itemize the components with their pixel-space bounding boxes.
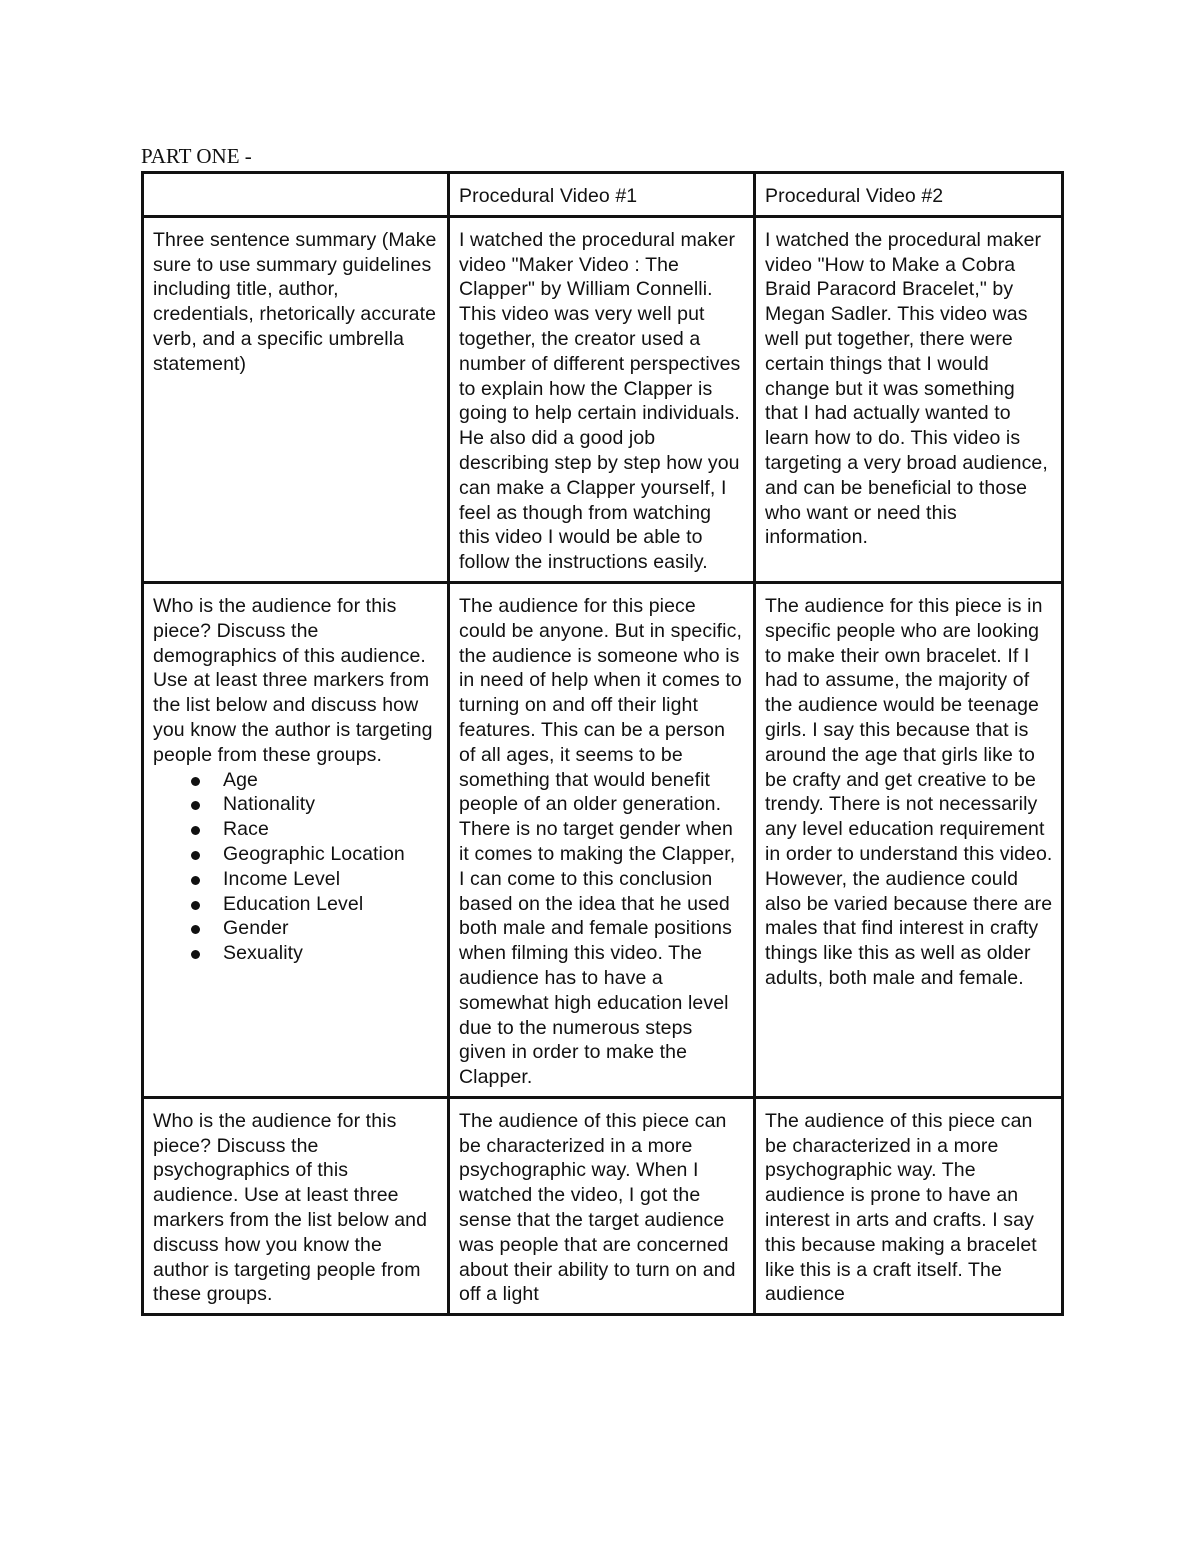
answer-cell-video-1: The audience for this piece could be anyone. But in specific, the audience is someone who is in need of help when it comes to turning on and off their light features. This can be a person of all ages, it seems to be something that would benefit people of an older generation. There is no target gender when it comes to making the Clapper, I can come to this conclusion based on the idea that he used both male and female positions when filming this video. The audience has to have a somewhat high education level due to the numerous steps given in order to make the Clapper.	[449, 582, 755, 1097]
list-item: Education Level	[153, 892, 439, 917]
bullet-icon	[191, 925, 200, 934]
list-item: Geographic Location	[153, 842, 439, 867]
list-item: Nationality	[153, 792, 439, 817]
bullet-icon	[191, 851, 200, 860]
bullet-icon	[191, 826, 200, 835]
answer-cell-video-2: The audience of this piece can be characterized in a more psychographic way. The audience is prone to have an interest in arts and crafts. I say this because making a bracelet like this is a craft itself. The audience	[755, 1097, 1063, 1314]
bullet-icon	[191, 950, 200, 959]
prompt-text: Who is the audience for this piece? Discuss the demographics of this audience. Use at least three markers from the list below and discuss how you know the author is targeting people from these groups.	[153, 594, 433, 766]
answer-cell-video-2: The audience for this piece is in specific people who are looking to make their own bracelet. If I had to assume, the majority of the audience would be teenage girls. I say this because that is around the age that girls like to be crafty and get creative to be trendy. There is not necessarily any level education requirement in order to understand this video. However, the audience could also be varied because there are males that find interest in crafty things like this as well as older adults, both male and female.	[755, 582, 1063, 1097]
table-row-summary	[143, 216, 1063, 582]
prompt-cell-summary: Three sentence summary (Make sure to use summary guidelines including title, author, credentials, rhetorically accurate verb, and a specific umbrella statement)	[143, 216, 449, 582]
list-item: Sexuality	[153, 941, 439, 966]
part-heading: PART ONE -	[141, 144, 252, 168]
header-cell-video-2: Procedural Video #2	[755, 173, 1063, 217]
table-row-psychographics	[143, 1097, 1063, 1314]
bullet-icon	[191, 876, 200, 885]
marker-list	[153, 768, 439, 966]
prompt-cell-demographics	[143, 582, 449, 1097]
bullet-icon	[191, 901, 200, 910]
list-item: Gender	[153, 916, 439, 941]
header-cell-video-1: Procedural Video #1	[449, 173, 755, 217]
table-header-row	[143, 173, 1063, 217]
answer-cell-video-1: The audience of this piece can be characterized in a more psychographic way. When I watched the video, I got the sense that the target audience was people that are concerned about their ability to turn on and off a light	[449, 1097, 755, 1314]
table-row-demographics	[143, 582, 1063, 1097]
list-item: Income Level	[153, 867, 439, 892]
comparison-table	[141, 171, 1064, 1316]
bullet-icon	[191, 777, 200, 786]
answer-cell-video-2: I watched the procedural maker video "How to Make a Cobra Braid Paracord Bracelet," by Megan Sadler. This video was well put together, there were certain things that I would change but it was something that I had actually wanted to learn how to do. This video is targeting a very broad audience, and can be beneficial to those who want or need this information.	[755, 216, 1063, 582]
header-cell-blank	[143, 173, 449, 217]
prompt-cell-psychographics: Who is the audience for this piece? Discuss the psychographics of this audience. Use at least three markers from the list below and discuss how you know the author is targeting people from these groups.	[143, 1097, 449, 1314]
list-item: Race	[153, 817, 439, 842]
list-item: Age	[153, 768, 439, 793]
bullet-icon	[191, 801, 200, 810]
answer-cell-video-1: I watched the procedural maker video "Maker Video : The Clapper" by William Connelli. This video was very well put together, the creator used a number of different perspectives to explain how the Clapper is going to help certain individuals. He also did a good job describing step by step how you can make a Clapper yourself, I feel as though from watching this video I would be able to follow the instructions easily.	[449, 216, 755, 582]
